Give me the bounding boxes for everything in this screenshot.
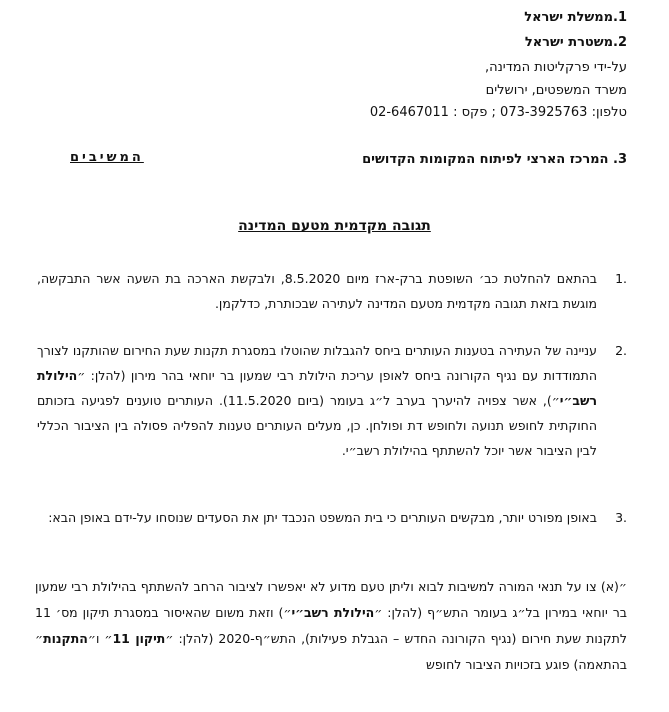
quote-part-g: ״ בהתאמה) פוגע בזכויות הציבור לחופש — [35, 631, 627, 672]
paragraph-1: בהתאם להחלטת כב׳ השופטת ברק-ארז מיום 8.5.2020, ולבקשת הארכה בת השעה אשר התבקשה, מוגשת בזאת תגובה מקדמית מטעם המדינה לעתירה שבכותרת, כדלקמן. — [37, 271, 597, 311]
document-title: תגובה מקדמית מטעם המדינה — [238, 218, 431, 234]
quote-part-e: ״ ו״ — [87, 631, 113, 646]
quote-part-a: ״(א) צו על תנאי המורה למשיבות לבוא וליתן טעם מדוע לא יאפשרו לציבור הרחב להשתתף בהילולת רבי שמעון בר יוחאי במירון בל״ג בעומר התש״ף (להלן: ״ — [35, 579, 627, 620]
quote-defined-term-3: התקנות — [43, 631, 88, 646]
paragraph-2 — [37, 338, 597, 463]
paragraph-2-part-c: ״), אשר צפויה להיערך בערב ל״ג בעומר (ביום 11.5.2020). העותרים טוענים לפגיעה בזכותם החוקתית לחופש תנועה ולחופש דת ופולחן. כן, מעלים העותרים טענות להפליה פסולה בין הציבור הכללי לבין הציבור אשר יוכל להשתתף בהילולת רשב״י. — [37, 393, 597, 458]
requested-relief-quote — [35, 574, 627, 678]
paragraph-3: באופן מפורט יותר, מבקשים העותרים כי בית המשפט הנכבד יתן את הסעדים שנוסחו על-ידם באופן הבא: — [48, 510, 597, 525]
quote-defined-term-2: תיקון 11 — [112, 631, 166, 646]
quote-defined-term-1: הילולת רשב״י — [291, 605, 375, 620]
ministry-address: משרד המשפטים, ירושלים — [485, 83, 627, 98]
respondents-label: המשיבים — [70, 150, 144, 165]
respondent-1: 1.ממשלת ישראל — [524, 10, 627, 25]
respondent-3: 3. המרכז הארצי לפיתוח המקומות הקדושים — [362, 152, 627, 167]
represented-by: על-ידי פרקליטות המדינה, — [484, 60, 627, 75]
contact-phone-fax: טלפון: 073-3925763 ; פקס : 02-6467011 — [369, 105, 627, 120]
paragraph-2-number: .2 — [615, 343, 627, 358]
paragraph-1-number: .1 — [615, 271, 627, 286]
paragraph-3-number: .3 — [615, 510, 627, 525]
respondent-2: 2.משטרת ישראל — [524, 35, 627, 50]
quote-part-c: ״) וזאת משום שהאיסור במסגרת תיקון מס׳ 11 לתקנות שעת חירום (נגיף הקורונה החדש – הגבלת פעילות), התש״ף-2020 (להלן: ״ — [35, 605, 627, 646]
paragraph-2-part-a: עניינה של העתירה בטענות העותרים ביחס להגבלות שהוטלו במסגרת תקנות שעת החירום שהותקנו לצורך התמודדות עם נגיף הקורונה ביחס לאופן עריכת הילולת רבי שמעון בר יוחאי בהר מירון (להלן: ״ — [37, 343, 597, 383]
paragraph-2-defined-term: הילולת רשב״י — [37, 368, 597, 408]
